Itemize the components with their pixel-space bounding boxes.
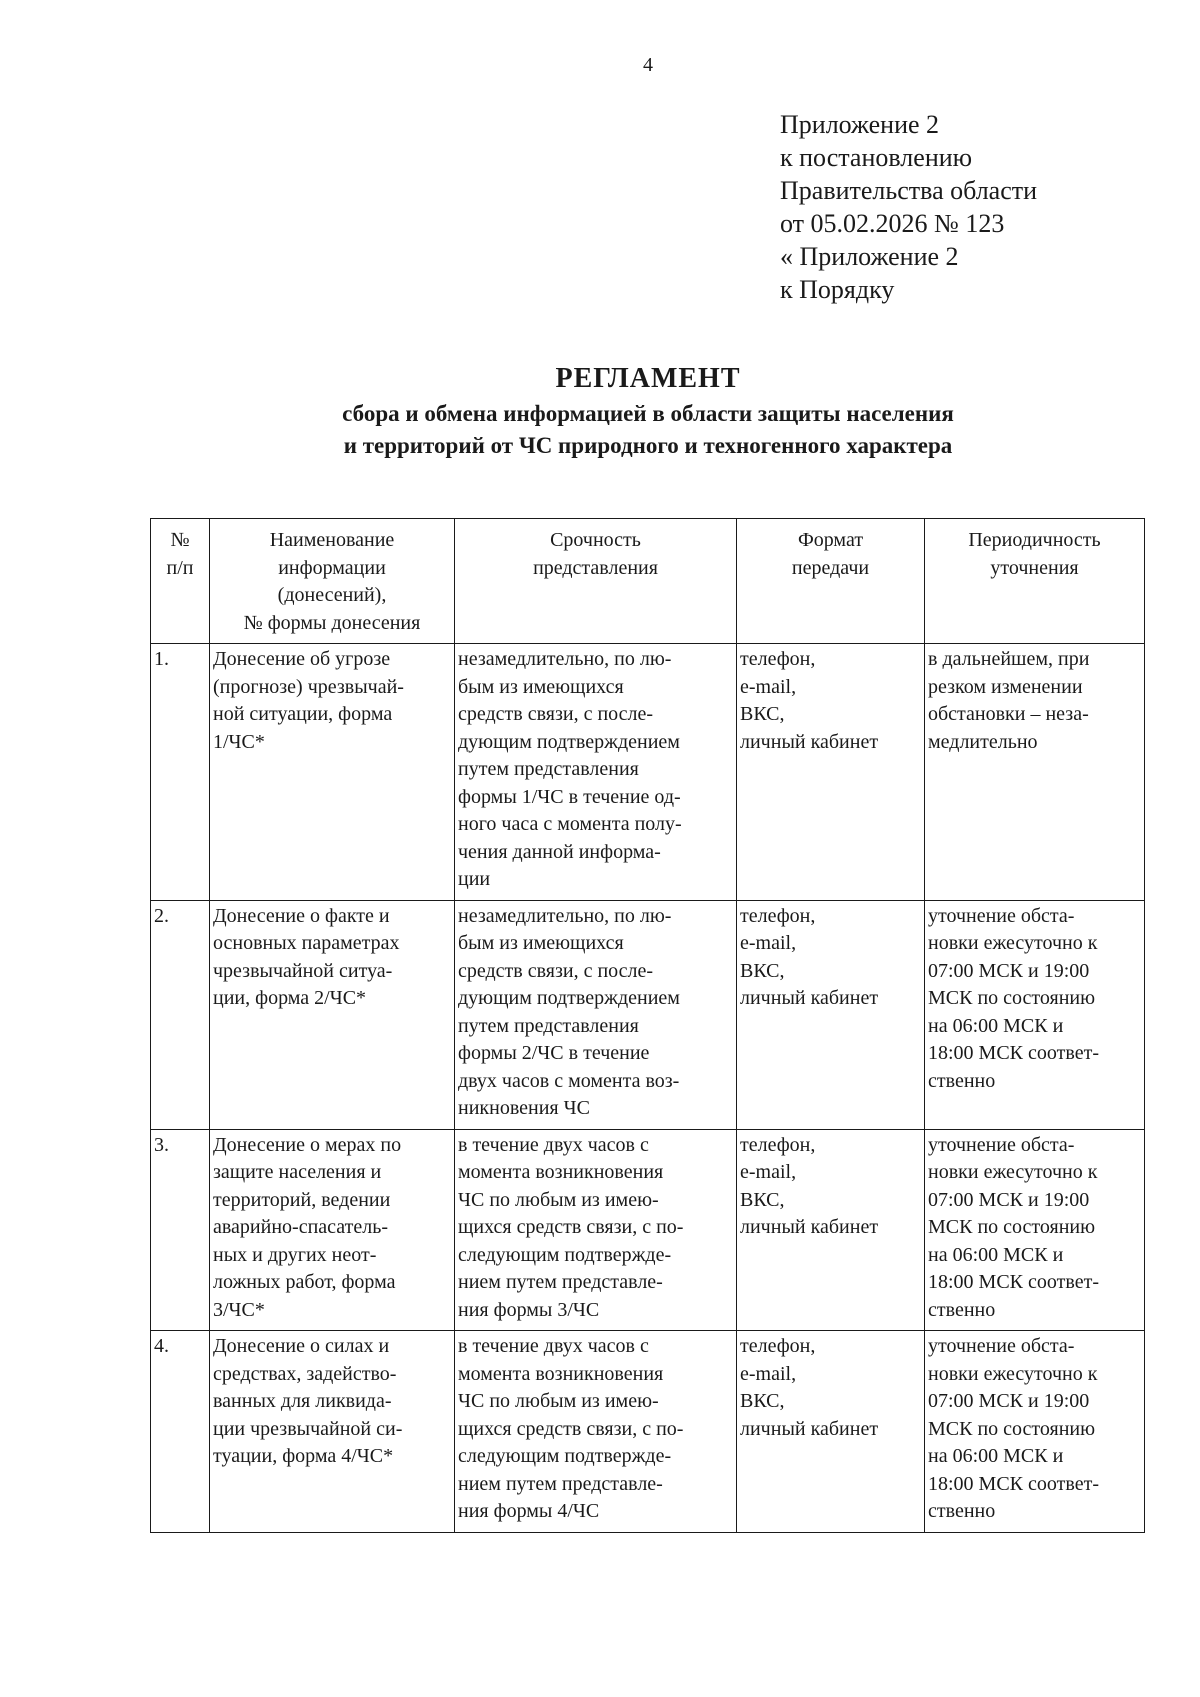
row-number: 1.: [151, 644, 210, 901]
cell-text-line: чрезвычайной ситуа-: [213, 959, 393, 982]
cell-text-line: телефон,: [740, 1133, 816, 1156]
page-number: 4: [643, 54, 653, 76]
header-text: Срочность: [550, 529, 641, 551]
table-header-row: [151, 519, 1145, 644]
format-cell: [737, 1129, 925, 1331]
urgency-cell: [455, 1129, 737, 1331]
cell-text-line: нием путем представле-: [458, 1271, 663, 1293]
cell-text-line: 07:00 МСК и 19:00: [928, 1390, 1090, 1412]
cell-text-line: e-mail,: [740, 1161, 797, 1183]
cell-text-line: ции, форма 2/ЧС*: [213, 987, 367, 1009]
header-text: №: [170, 529, 190, 551]
cell-text-line: средств связи, с после-: [458, 703, 654, 725]
cell-text-line: момента возникновения: [458, 1161, 664, 1183]
cell-text-line: личный кабинет: [740, 730, 879, 753]
appendix-line: от 05.02.2026 № 123: [780, 209, 1005, 238]
cell-text-line: дующим подтверждением: [458, 730, 680, 753]
cell-text-line: личный кабинет: [740, 987, 879, 1009]
cell-text-line: путем представления: [458, 758, 639, 780]
cell-text-line: дующим подтверждением: [458, 987, 680, 1009]
header-text: п/п: [166, 556, 194, 579]
header-number: [151, 519, 210, 644]
row-number: 3.: [151, 1129, 210, 1331]
info-name-cell: [210, 1331, 455, 1533]
cell-text-line: путем представления: [458, 1014, 639, 1037]
cell-text-line: щихся средств связи, с по-: [458, 1417, 684, 1440]
header-text: информации: [278, 556, 386, 579]
cell-text-line: в течение двух часов с: [458, 1133, 649, 1156]
info-name-cell: [210, 900, 455, 1129]
cell-text-line: телефон,: [740, 648, 816, 670]
header-text: уточнения: [990, 556, 1079, 579]
cell-text-line: МСК по состоянию: [928, 1417, 1096, 1440]
table-row: [151, 1331, 1145, 1533]
cell-text-line: двух часов с момента воз-: [458, 1069, 680, 1092]
cell-text-line: ЧС по любым из имею-: [458, 1188, 659, 1211]
cell-text-line: (прогнозе) чрезвычай-: [213, 675, 404, 698]
appendix-line: « Приложение 2: [780, 242, 959, 271]
cell-text-line: ственно: [928, 1500, 996, 1522]
cell-text-line: в течение двух часов с: [458, 1335, 649, 1357]
cell-text-line: ции чрезвычайной си-: [213, 1417, 403, 1440]
appendix-line: к Порядку: [780, 275, 895, 304]
cell-text-line: незамедлительно, по лю-: [458, 904, 672, 927]
cell-text-line: ного часа с момента полу-: [458, 813, 682, 835]
header-text: Наименование: [269, 529, 395, 551]
header-text: Формат: [797, 529, 864, 551]
cell-text-line: чения данной информа-: [458, 840, 661, 863]
row-number: 2.: [151, 900, 210, 1129]
cell-text-line: щихся средств связи, с по-: [458, 1216, 684, 1238]
cell-text-line: незамедлительно, по лю-: [458, 648, 672, 670]
cell-text-line: ВКС,: [740, 703, 785, 725]
cell-text-line: МСК по состоянию: [928, 1216, 1096, 1238]
cell-text-line: ВКС,: [740, 1390, 785, 1412]
cell-text-line: бым из имеющихся: [458, 675, 624, 698]
header-info-name: [210, 519, 455, 644]
cell-text-line: Донесение о силах и: [213, 1335, 390, 1357]
cell-text-line: 18:00 МСК соответ-: [928, 1472, 1099, 1495]
table-row: [151, 1129, 1145, 1331]
regulation-table: [150, 518, 1145, 1533]
cell-text-line: формы 1/ЧС в течение од-: [458, 785, 681, 808]
cell-text-line: резком изменении: [928, 675, 1083, 698]
cell-text-line: Донесение о мерах по: [213, 1133, 402, 1156]
cell-text-line: медлительно: [928, 730, 1038, 753]
cell-text-line: ной ситуации, форма: [213, 703, 393, 725]
cell-text-line: нием путем представле-: [458, 1472, 663, 1495]
cell-text-line: ных и других неот-: [213, 1243, 377, 1266]
row-number: 4.: [151, 1331, 210, 1533]
cell-text-line: следующим подтвержде-: [458, 1243, 672, 1266]
cell-text-line: территорий, ведении: [213, 1188, 391, 1211]
cell-text-line: 18:00 МСК соответ-: [928, 1271, 1099, 1293]
cell-text-line: обстановки – неза-: [928, 703, 1089, 725]
cell-text-line: средствах, задейство-: [213, 1362, 397, 1385]
cell-text-line: Донесение об угрозе: [213, 648, 391, 670]
format-cell: [737, 1331, 925, 1533]
cell-text-line: ния формы 4/ЧС: [458, 1500, 600, 1522]
header-text: передачи: [791, 556, 870, 579]
cell-text-line: бым из имеющихся: [458, 932, 624, 954]
cell-text-line: средств связи, с после-: [458, 959, 654, 982]
cell-text-line: туации, форма 4/ЧС*: [213, 1445, 394, 1467]
cell-text-line: ния формы 3/ЧС: [458, 1298, 600, 1321]
appendix-line: Приложение 2: [780, 110, 940, 139]
title-main: РЕГЛАМЕНТ: [555, 363, 741, 394]
periodicity-cell: [925, 644, 1145, 901]
cell-text-line: 18:00 МСК соответ-: [928, 1042, 1099, 1064]
cell-text-line: уточнение обста-: [928, 904, 1075, 927]
cell-text-line: новки ежесуточно к: [928, 1362, 1098, 1385]
cell-text-line: e-mail,: [740, 1362, 797, 1385]
cell-text-line: ванных для ликвида-: [213, 1390, 392, 1412]
urgency-cell: [455, 1331, 737, 1533]
cell-text-line: ВКС,: [740, 1188, 785, 1211]
cell-text-line: ции: [458, 868, 491, 890]
info-name-cell: [210, 644, 455, 901]
cell-text-line: ВКС,: [740, 959, 785, 982]
cell-text-line: e-mail,: [740, 675, 797, 698]
document-title: [120, 360, 1176, 462]
title-line: сбора и обмена информацией в области защиты населения: [342, 401, 954, 426]
cell-text-line: новки ежесуточно к: [928, 1161, 1098, 1183]
cell-text-line: 07:00 МСК и 19:00: [928, 959, 1090, 982]
cell-text-line: 3/ЧС*: [213, 1298, 265, 1321]
header-format: [737, 519, 925, 644]
info-name-cell: [210, 1129, 455, 1331]
appendix-block: [780, 108, 1037, 306]
urgency-cell: [455, 900, 737, 1129]
cell-text-line: никновения ЧС: [458, 1097, 590, 1119]
cell-text-line: следующим подтвержде-: [458, 1445, 672, 1467]
format-cell: [737, 644, 925, 901]
cell-text-line: телефон,: [740, 1335, 816, 1357]
title-line: и территорий от ЧС природного и техногенного характера: [343, 433, 953, 458]
header-text: (донесений),: [277, 584, 387, 606]
cell-text-line: МСК по состоянию: [928, 987, 1096, 1009]
cell-text-line: 1/ЧС*: [213, 730, 265, 753]
cell-text-line: на 06:00 МСК и: [928, 1014, 1064, 1037]
header-text: № формы донесения: [243, 611, 421, 634]
cell-text-line: ЧС по любым из имею-: [458, 1390, 659, 1412]
header-text: представления: [533, 556, 658, 579]
cell-text-line: Донесение о факте и: [213, 904, 390, 927]
cell-text-line: на 06:00 МСК и: [928, 1243, 1064, 1266]
cell-text-line: ложных работ, форма: [213, 1271, 396, 1293]
cell-text-line: личный кабинет: [740, 1216, 879, 1238]
table-row: [151, 644, 1145, 901]
periodicity-cell: [925, 1129, 1145, 1331]
cell-text-line: на 06:00 МСК и: [928, 1445, 1064, 1467]
cell-text-line: личный кабинет: [740, 1417, 879, 1440]
cell-text-line: уточнение обста-: [928, 1133, 1075, 1156]
appendix-line: к постановлению: [780, 143, 973, 172]
urgency-cell: [455, 644, 737, 901]
header-periodicity: [925, 519, 1145, 644]
periodicity-cell: [925, 1331, 1145, 1533]
cell-text-line: момента возникновения: [458, 1362, 664, 1385]
table-row: [151, 900, 1145, 1129]
header-urgency: [455, 519, 737, 644]
cell-text-line: аварийно-спасатель-: [213, 1216, 389, 1238]
cell-text-line: защите населения и: [213, 1161, 382, 1183]
header-text: Периодичность: [968, 529, 1101, 551]
periodicity-cell: [925, 900, 1145, 1129]
cell-text-line: ственно: [928, 1298, 996, 1321]
cell-text-line: e-mail,: [740, 932, 797, 954]
cell-text-line: уточнение обста-: [928, 1335, 1075, 1357]
format-cell: [737, 900, 925, 1129]
cell-text-line: телефон,: [740, 904, 816, 927]
cell-text-line: новки ежесуточно к: [928, 932, 1098, 954]
cell-text-line: в дальнейшем, при: [928, 648, 1090, 670]
cell-text-line: ственно: [928, 1069, 996, 1092]
appendix-line: Правительства области: [780, 176, 1038, 205]
cell-text-line: основных параметрах: [213, 932, 400, 954]
cell-text-line: 07:00 МСК и 19:00: [928, 1188, 1090, 1211]
cell-text-line: формы 2/ЧС в течение: [458, 1042, 650, 1064]
